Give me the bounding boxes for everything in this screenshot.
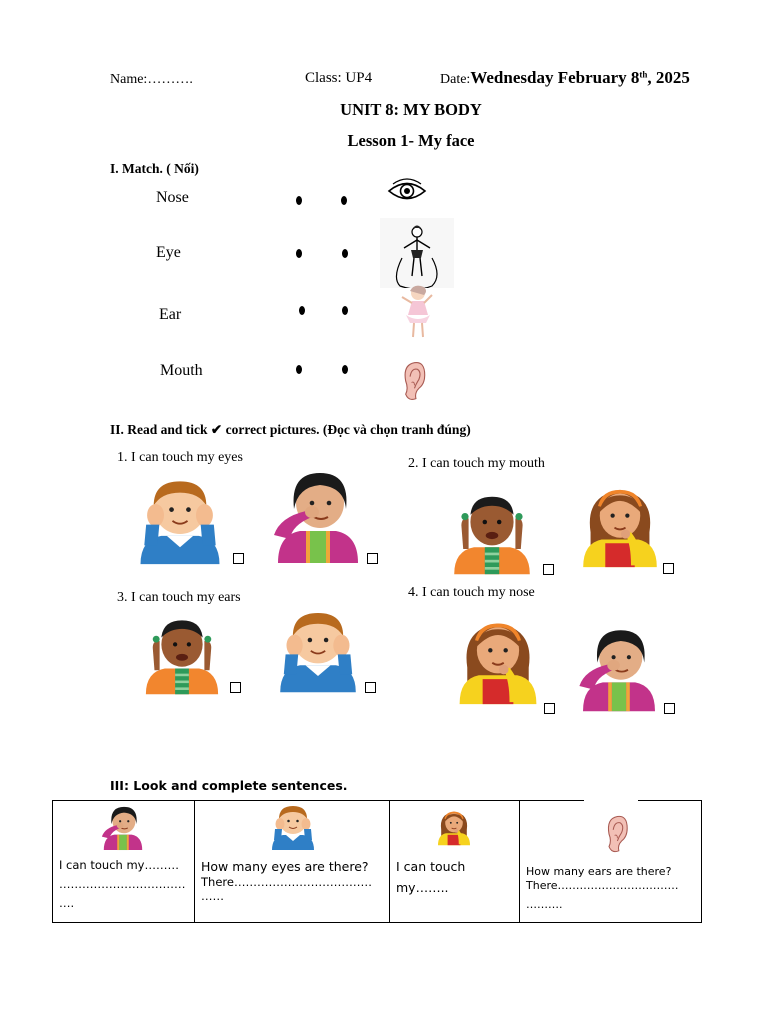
cell4-line2[interactable]: There……………………………: [526, 879, 679, 892]
match-word-ear: Ear: [159, 306, 182, 323]
date-line: [440, 68, 690, 88]
item1-checkbox-b[interactable]: [367, 553, 378, 564]
cell3-line2[interactable]: my……..: [396, 880, 449, 895]
item2-checkbox-b[interactable]: [663, 563, 674, 574]
item4-checkbox-a[interactable]: [544, 703, 555, 714]
match-dot-right-4[interactable]: [342, 365, 348, 374]
cell4-text: [526, 865, 704, 912]
ear-picture: [398, 359, 428, 403]
unit-title: UNIT 8: MY BODY: [340, 100, 482, 119]
item4-checkbox-b[interactable]: [664, 703, 675, 714]
name-field-label: Name:……….: [110, 72, 193, 87]
cell3-line1: I can touch: [396, 859, 466, 874]
item3-label: 3. I can touch my ears: [117, 590, 241, 605]
section1-heading: I. Match. ( Nối): [110, 161, 199, 176]
match-dot-left-1[interactable]: [296, 196, 302, 205]
item1-label: 1. I can touch my eyes: [117, 450, 243, 465]
eye-picture: [387, 178, 427, 204]
item3-checkbox-a[interactable]: [230, 682, 241, 693]
item1-checkbox-a[interactable]: [233, 553, 244, 564]
ear-small-picture: [602, 813, 630, 855]
table-cell-3: [390, 801, 520, 923]
section2-heading: II. Read and tick ✔ correct pictures. (Đọc và chọn tranh đúng): [110, 422, 471, 437]
section3-heading: III: Look and complete sentences.: [110, 778, 348, 793]
match-word-nose: Nose: [156, 189, 189, 206]
cell4-line1: How many ears are there?: [526, 865, 672, 878]
cell2-text: [201, 859, 389, 903]
cell3-text: [396, 856, 518, 898]
date-suffix: th: [639, 69, 648, 80]
item2-checkbox-a[interactable]: [543, 564, 554, 575]
cell1-text: [59, 856, 193, 913]
match-dot-right-3[interactable]: [342, 306, 348, 315]
girl-touching-nose-picture: [266, 465, 370, 565]
match-dot-left-4[interactable]: [296, 365, 302, 374]
item2-label: 2. I can touch my mouth: [408, 456, 545, 471]
dancing-girl-picture: [396, 283, 436, 343]
item4-label: 4. I can touch my nose: [408, 585, 535, 600]
girl-small-picture: [99, 803, 147, 851]
cell1-line3[interactable]: ….: [59, 896, 75, 910]
table-cell-1: [53, 801, 195, 923]
boy-small-picture: [267, 801, 319, 851]
date-year: , 2025: [647, 68, 690, 87]
girl-touching-nose-picture-2: [574, 622, 664, 714]
girl-touching-chin-picture: [450, 602, 546, 714]
match-dot-right-1[interactable]: [341, 196, 347, 205]
boy-touching-eyes-picture: [128, 472, 232, 566]
cell2-line3[interactable]: ……: [201, 889, 224, 903]
item3-checkbox-b[interactable]: [365, 682, 376, 693]
lesson-title: Lesson 1- My face: [347, 131, 475, 150]
boy-covering-cheeks-picture: [270, 604, 366, 694]
date-main: Wednesday February 8: [470, 68, 640, 87]
cell4-line3[interactable]: ……….: [526, 898, 563, 911]
date-prefix: Date:: [440, 72, 471, 87]
cell1-line2[interactable]: ……………………………: [59, 877, 186, 891]
completion-table: [52, 800, 702, 923]
girl-finger-chin-picture: [574, 471, 666, 575]
cell2-line2[interactable]: There………………………………: [201, 875, 372, 889]
match-dot-left-3[interactable]: [299, 306, 305, 315]
match-word-eye: Eye: [156, 244, 181, 261]
jump-rope-girl-picture: [380, 218, 454, 288]
class-label: Class: UP4: [305, 70, 373, 86]
cell1-line1: I can touch my………: [59, 858, 179, 872]
table-cell-4: [520, 801, 702, 923]
match-dot-right-2[interactable]: [342, 249, 348, 258]
cell2-line1: How many eyes are there?: [201, 859, 369, 874]
boy-touching-ears-picture: [132, 610, 232, 696]
boy-pointing-mouth-picture: [440, 486, 544, 576]
match-word-mouth: Mouth: [160, 362, 203, 379]
girl-yellow-small-picture: [434, 801, 474, 851]
match-dot-left-2[interactable]: [296, 249, 302, 258]
table-cell-2: [195, 801, 390, 923]
